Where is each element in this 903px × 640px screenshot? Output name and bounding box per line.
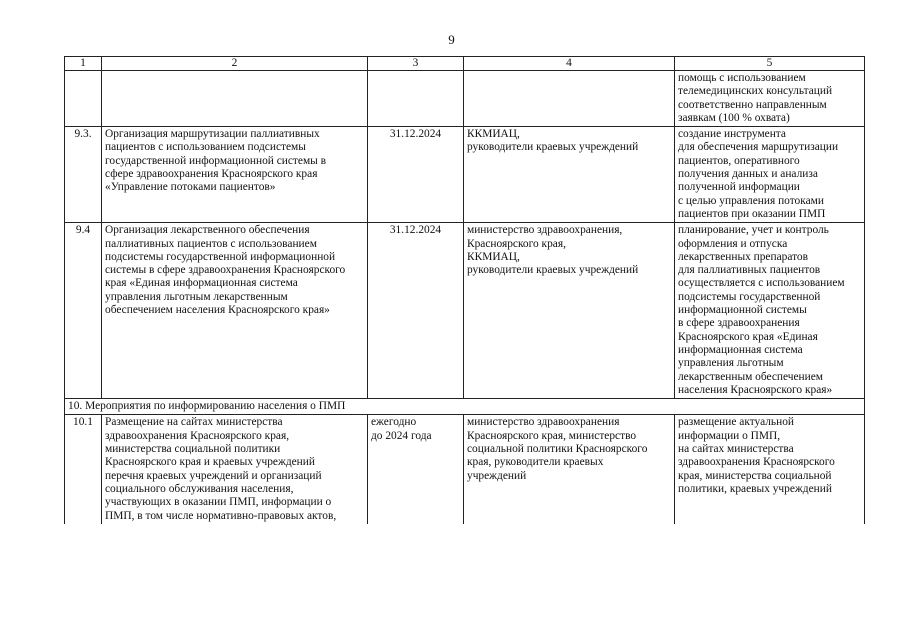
result-cell-line: планирование, учет и контроль [678, 224, 829, 237]
result-cell-line: здравоохранения Красноярского [678, 456, 835, 469]
result-cell-line: лекарственным обеспечением [678, 370, 823, 383]
result-cell-line: заявкам (100 % охвата) [678, 111, 790, 124]
responsible-cell-line: ККМИАЦ, [467, 250, 520, 263]
result-cell-line: информации о ПМП, [678, 429, 781, 442]
row-number-line: 9.4 [75, 224, 91, 237]
action-cell-line: Организация лекарственного обеспечения [105, 224, 310, 237]
section-row [65, 399, 865, 415]
table-row [65, 71, 865, 127]
deadline-cell [368, 415, 464, 524]
responsible-cell-line: учреждений [467, 469, 527, 482]
section-title: 10. Мероприятия по информированию населения о ПМП [65, 399, 865, 415]
table-row [65, 415, 865, 524]
result-cell-line: создание инструмента [678, 128, 786, 141]
table-row [65, 223, 865, 399]
result-cell-line: пациентов при оказании ПМП [678, 207, 826, 220]
result-cell-line: управления льготным [678, 357, 784, 370]
result-cell-line: размещение актуальной [678, 416, 795, 429]
page-number: 9 [448, 32, 455, 47]
responsible-cell [464, 71, 675, 127]
result-cell-line: с целью управления потоками [678, 194, 824, 207]
action-cell [102, 71, 368, 127]
deadline-cell-line: ежегодно [371, 416, 417, 429]
row-number [65, 415, 102, 524]
result-cell-line: помощь с использованием [678, 72, 806, 84]
responsible-cell-line: края, руководители краевых [467, 456, 604, 469]
responsible-cell-line: ККМИАЦ, [467, 128, 520, 141]
table-row [65, 127, 865, 223]
action-cell-line: Красноярского края и краевых учреждений [105, 456, 315, 469]
responsible-cell-line: Красноярского края, [467, 237, 566, 250]
result-cell-line: получения данных и анализа [678, 168, 818, 181]
result-cell-line: для обеспечения маршрутизации [678, 141, 839, 154]
result-cell-line: подсистемы государственной [678, 290, 821, 303]
deadline-cell-line: 31.12.2024 [389, 128, 442, 141]
action-cell-line: министерства социальной политики [105, 443, 281, 456]
responsible-cell-line: социальной политики Красноярского [467, 443, 648, 456]
action-cell-line: обеспечением населения Красноярского края» [105, 304, 330, 317]
responsible-cell [464, 415, 675, 524]
result-cell-line: телемедицинских консультаций [678, 85, 833, 98]
result-cell-line: Красноярского края «Единая [678, 330, 818, 343]
result-cell-line: в сфере здравоохранения [678, 317, 800, 330]
action-cell-line: подсистемы государственной информационной [105, 250, 336, 263]
result-cell-line: полученной информации [678, 181, 800, 194]
result-cell [675, 223, 865, 399]
result-cell [675, 71, 865, 127]
deadline-cell-line: до 2024 года [371, 429, 432, 442]
action-cell-line: перечня краевых учреждений и организаций [105, 469, 322, 482]
result-cell-line: оформления и отпуска [678, 237, 788, 250]
column-header: 2 [102, 57, 368, 71]
row-number-line: 10.1 [73, 416, 93, 429]
result-cell-line: для паллиативных пациентов [678, 264, 821, 277]
action-cell-line: социального обслуживания населения, [105, 482, 294, 495]
row-number-line: 9.3. [74, 128, 92, 141]
result-cell-line: населения Красноярского края» [678, 383, 833, 396]
row-number [65, 71, 102, 127]
column-header: 5 [675, 57, 865, 71]
column-header: 4 [464, 57, 675, 71]
action-cell-line: пациентов с использованием подсистемы [105, 141, 306, 154]
result-cell-line: края, министерства социальной [678, 469, 832, 482]
action-cell-line: края «Единая информационная система [105, 277, 298, 290]
result-cell-line: лекарственных препаратов [678, 250, 808, 263]
responsible-cell-line: руководители краевых учреждений [467, 264, 639, 277]
plan-table [64, 56, 865, 524]
result-cell-line: политики, краевых учреждений [678, 482, 832, 495]
action-cell-line: ПМП, в том числе нормативно-правовых актов, [105, 509, 337, 522]
responsible-cell [464, 127, 675, 223]
deadline-cell [368, 71, 464, 127]
row-number [65, 223, 102, 399]
responsible-cell-line: Красноярского края, министерство [467, 429, 637, 442]
action-cell-line: системы в сфере здравоохранения Красноярского [105, 264, 346, 277]
result-cell-line: соответственно направленным [678, 98, 827, 111]
action-cell-line: государственной информационной системы в [105, 154, 327, 167]
row-number [65, 127, 102, 223]
action-cell-line: здравоохранения Красноярского края, [105, 429, 290, 442]
action-cell-line: участвующих в оказании ПМП, информации о [105, 496, 332, 509]
deadline-cell [368, 127, 464, 223]
deadline-cell [368, 223, 464, 399]
action-cell-line: Организация маршрутизации паллиативных [105, 128, 320, 141]
action-cell-line: управления льготным лекарственным [105, 290, 288, 303]
column-header: 1 [65, 57, 102, 71]
deadline-cell-line: 31.12.2024 [389, 224, 442, 237]
action-cell [102, 127, 368, 223]
result-cell-line: информационная система [678, 343, 803, 356]
action-cell-line: сфере здравоохранения Красноярского края [105, 168, 318, 181]
result-cell [675, 415, 865, 524]
result-cell-line: на сайтах министерства [678, 443, 794, 456]
responsible-cell-line: руководители краевых учреждений [467, 141, 639, 154]
column-header: 3 [368, 57, 464, 71]
responsible-cell [464, 223, 675, 399]
action-cell-line: паллиативных пациентов с использованием [105, 237, 317, 250]
result-cell-line: осуществляется с использованием [678, 277, 845, 290]
action-cell-line: Размещение на сайтах министерства [105, 416, 283, 429]
result-cell-line: пациентов, оперативного [678, 154, 800, 167]
action-cell-line: «Управление потоками пациентов» [105, 181, 276, 194]
result-cell [675, 127, 865, 223]
action-cell [102, 223, 368, 399]
result-cell-line: информационной системы [678, 304, 807, 317]
responsible-cell-line: министерство здравоохранения [467, 416, 620, 429]
action-cell [102, 415, 368, 524]
responsible-cell-line: министерство здравоохранения, [467, 224, 623, 237]
column-header-row [65, 57, 865, 71]
